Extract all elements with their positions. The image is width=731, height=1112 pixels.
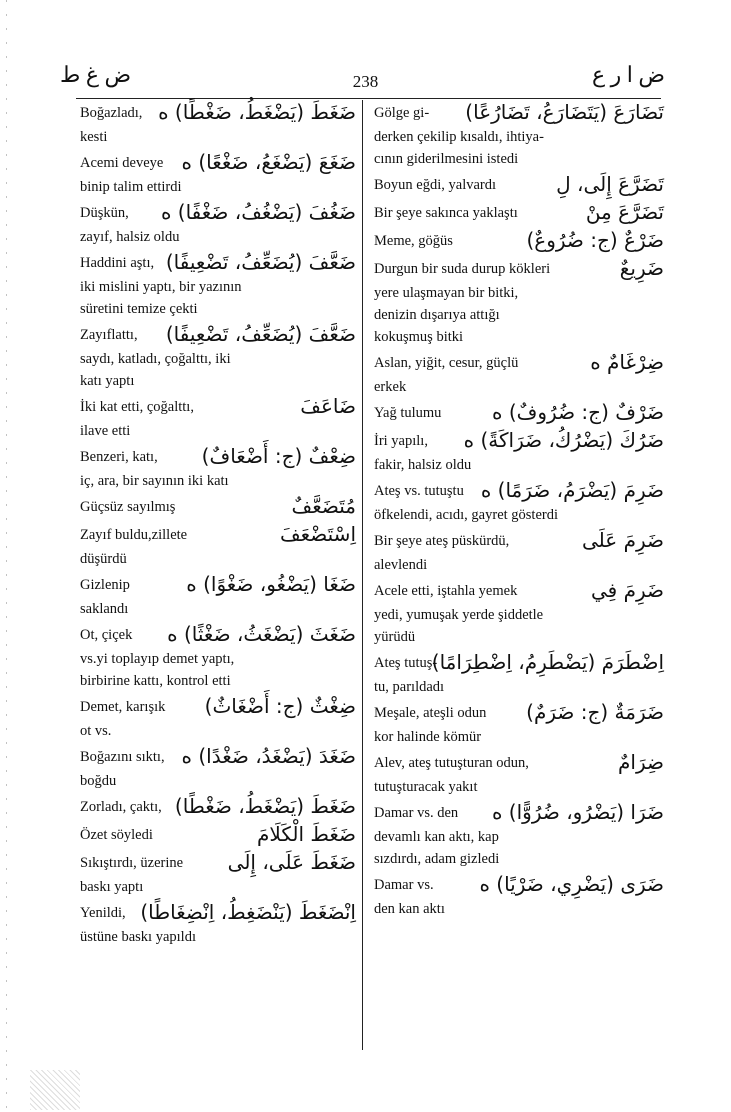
entry-definition: Acele etti, iştahla yemek [374, 583, 518, 599]
dictionary-entry [374, 428, 664, 476]
entry-definition-continued: süretini temize çekti [80, 301, 198, 317]
entry-arabic-headword: اِسْتَضْعَفَ [279, 522, 356, 546]
dictionary-entry [374, 650, 664, 698]
entry-arabic-headword: ضَغَطَ (يَضْغَطُ، ضَغْطًا) [174, 794, 356, 818]
dictionary-entry [80, 394, 356, 442]
entry-definition-continued: sızdırdı, adam gizledi [374, 851, 500, 867]
entry-definition-continued: alevlendi [374, 557, 428, 573]
entry-definition-continued: kokuşmuş bitki [374, 329, 464, 345]
right-column [374, 100, 664, 925]
entry-definition-continued: zayıf, halsiz oldu [80, 229, 180, 245]
entry-arabic-headword: ضَغَطَ (يَضْغَطُ، ضَغْطًا) ه [158, 100, 356, 124]
dictionary-entry [80, 822, 356, 848]
header-rule [76, 98, 661, 99]
entry-definition: Meşale, ateşli odun [374, 705, 487, 721]
entry-arabic-headword: ضَرِمَ (يَضْرَمُ، ضَرَمًا) ه [480, 478, 664, 502]
dictionary-entry [80, 744, 356, 792]
dictionary-entry [374, 800, 664, 870]
entry-arabic-headword: ضَغَا (يَضْغُو، ضَغْوًا) ه [186, 572, 356, 596]
entry-arabic-headword: ضَغُفَ (يَضْغُفُ، ضَغْفًا) ه [160, 200, 356, 224]
entry-definition-continued: yere ulaşmayan bir bitki, [374, 285, 519, 301]
dictionary-entry [374, 256, 664, 348]
entry-arabic-headword: ضِغْثٌ (ج: أَضْغَاثٌ) [204, 694, 356, 718]
entry-definition: Boyun eğdi, yalvardı [374, 177, 497, 193]
entry-definition: Aslan, yiğit, cesur, güçlü [374, 355, 519, 371]
entry-definition-continued: vs.yi toplayıp demet yaptı, [80, 651, 235, 667]
dictionary-entry [374, 700, 664, 748]
entry-definition: Gizlenip [80, 577, 130, 593]
entry-definition-continued: üstüne baskı yapıldı [80, 929, 196, 945]
entry-definition-continued: cının giderilmesini istedi [374, 151, 519, 167]
entry-arabic-headword: ضَرُكَ (يَضْرُكُ، ضَرَاكَةً) ه [463, 428, 664, 452]
entry-definition-continued: katı yaptı [80, 373, 135, 389]
entry-definition: Bir şeye sakınca yaklaştı [374, 205, 518, 221]
entry-arabic-headword: ضَرِيعٌ [619, 256, 664, 280]
entry-definition-continued: iki mislini yaptı, bir yazının [80, 279, 242, 295]
entry-arabic-headword: ضِرَامٌ [618, 750, 664, 774]
entry-definition: Zorladı, çaktı, [80, 799, 162, 815]
entry-arabic-headword: ضَغَعَ (يَضْغَعُ، ضَغْعًا) ه [181, 150, 356, 174]
entry-definition: Gölge gi- [374, 105, 430, 121]
entry-definition: Meme, göğüs [374, 233, 453, 249]
dictionary-entry [80, 622, 356, 692]
dictionary-entry [80, 444, 356, 492]
entry-arabic-headword: ضِرْغَامٌ ه [590, 350, 664, 374]
entry-definition-continued: tutuşturacak yakıt [374, 779, 478, 795]
entry-arabic-headword: ضَرَا (يَضْرُو، ضُرُوًّا) ه [491, 800, 664, 824]
entry-arabic-headword: ضَغَدَ (يَضْغَدُ، ضَغْدًا) ه [181, 744, 356, 768]
dictionary-entry [374, 528, 664, 576]
dictionary-entry [80, 250, 356, 320]
entry-definition: Demet, karışık [80, 699, 166, 715]
entry-definition: Ateş vs. tutuştu [374, 483, 464, 499]
dictionary-entry [374, 100, 664, 170]
dictionary-entry [80, 794, 356, 820]
entry-definition-continued: den kan aktı [374, 901, 445, 917]
dictionary-entry [374, 750, 664, 798]
dictionary-entry [374, 200, 664, 226]
dictionary-entry [374, 872, 664, 920]
entry-definition: Benzeri, katı, [80, 449, 158, 465]
entry-arabic-headword: تَضَرَّعَ مِنْ [585, 200, 664, 224]
dictionary-entry [80, 850, 356, 898]
entry-definition: Acemi deveye [80, 155, 164, 171]
entry-arabic-headword: ضَرِمَ فِي [591, 578, 664, 602]
entry-definition-continued: saydı, katladı, çoğalttı, iki [80, 351, 231, 367]
dictionary-entry [80, 572, 356, 620]
dictionary-entry [80, 150, 356, 198]
entry-arabic-headword: ضَغَطَ عَلَى، إِلَى [227, 850, 356, 874]
dictionary-entry [374, 400, 664, 426]
dictionary-entry [374, 228, 664, 254]
header-left-letters: ض غ ط [60, 62, 132, 87]
entry-arabic-headword: ضَرَمَةٌ (ج: ضَرَمٌ) [526, 700, 664, 724]
entry-definition-continued: kor halinde kömür [374, 729, 482, 745]
entry-definition: Özet söyledi [80, 827, 153, 843]
entry-definition-continued: düşürdü [80, 551, 127, 567]
entry-definition-continued: ot vs. [80, 723, 112, 739]
entry-arabic-headword: ضَاعَفَ [300, 394, 356, 418]
entry-definition: Haddini aştı, [80, 255, 155, 271]
entry-definition-continued: iç, ara, bir sayının iki katı [80, 473, 229, 489]
scan-margin-specks [6, 0, 7, 1112]
entry-definition: Ateş tutuş- [374, 655, 438, 671]
entry-definition-continued: binip talim ettirdi [80, 179, 182, 195]
entry-definition-continued: öfkelendi, acıdı, gayret gösterdi [374, 507, 559, 523]
entry-definition-continued: saklandı [80, 601, 129, 617]
dictionary-entry [374, 172, 664, 198]
entry-arabic-headword: ضَرْفٌ (ج: ضُرُوفٌ) ه [492, 400, 664, 424]
entry-arabic-headword: ضَعَّفَ (يُضَعِّفُ، تَضْعِيفًا) [165, 250, 356, 274]
entry-arabic-headword: ضَعَّفَ (يُضَعِّفُ، تَضْعِيفًا) [165, 322, 356, 346]
page-number: 238 [352, 72, 379, 91]
entry-arabic-headword: اِنْضَغَطَ (يَنْضَغِطُ، اِنْضِغَاطًا) [140, 900, 356, 924]
dictionary-entry [374, 350, 664, 398]
dictionary-entry [374, 478, 664, 526]
entry-definition: Ot, çiçek [80, 627, 133, 643]
entry-definition: Sıkıştırdı, üzerine [80, 855, 184, 871]
left-column [80, 100, 356, 953]
entry-definition: Boğazını sıktı, [80, 749, 165, 765]
entry-definition-continued: yedi, yumuşak yerde şiddetle [374, 607, 544, 623]
entry-definition: Alev, ateş tutuşturan odun, [374, 755, 529, 771]
entry-definition-continued: fakir, halsiz oldu [374, 457, 472, 473]
entry-definition-continued: devamlı kan aktı, kap [374, 829, 499, 845]
dictionary-entry [80, 494, 356, 520]
entry-arabic-headword: ضَرْعٌ (ج: ضُرُوعٌ) [526, 228, 664, 252]
entry-definition: Durgun bir suda durup kökleri [374, 261, 551, 277]
entry-definition-continued: birbirine kattı, kontrol etti [80, 673, 231, 689]
entry-definition: Damar vs. den [374, 805, 459, 821]
column-divider [362, 100, 363, 1050]
entry-definition-continued: kesti [80, 129, 108, 145]
entry-arabic-headword: مُتَضَعَّفٌ [291, 494, 356, 518]
entry-definition: Boğazladı, [80, 105, 143, 121]
entry-definition-continued: erkek [374, 379, 407, 395]
entry-definition: Damar vs. [374, 877, 434, 893]
dictionary-entry [80, 522, 356, 570]
dictionary-entry [374, 578, 664, 648]
dictionary-entry [80, 100, 356, 148]
entry-definition: İki kat etti, çoğalttı, [80, 399, 194, 415]
entry-definition: Bir şeye ateş püskürdü, [374, 533, 510, 549]
dictionary-entry [80, 900, 356, 948]
entry-arabic-headword: اِضْطَرَمَ (يَضْطَرِمُ، اِضْطِرَامًا) [431, 650, 664, 674]
entry-definition: Güçsüz sayılmış [80, 499, 176, 515]
dictionary-entry [80, 694, 356, 742]
entry-arabic-headword: تَضَارَعَ (يَتَضَارَعُ، تَضَارُعًا) [465, 100, 664, 124]
entry-definition-continued: derken çekilip kısaldı, ihtiya- [374, 129, 544, 145]
entry-definition-continued: ilave etti [80, 423, 131, 439]
entry-definition: İri yapılı, [374, 433, 428, 449]
entry-definition-continued: tu, parıldadı [374, 679, 445, 695]
entry-arabic-headword: ضَرِمَ عَلَى [582, 528, 664, 552]
entry-definition-continued: denizin dışarıya attığı [374, 307, 500, 323]
entry-definition-continued: baskı yaptı [80, 879, 144, 895]
entry-definition-continued: yürüdü [374, 629, 416, 645]
entry-definition-continued: boğdu [80, 773, 117, 789]
entry-definition: Zayıflattı, [80, 327, 138, 343]
entry-arabic-headword: تَضَرَّعَ إِلَى، لِ [556, 172, 664, 196]
entry-definition: Yağ tulumu [374, 405, 442, 421]
header-right-letters: ض ا ر ع [592, 62, 665, 87]
entry-arabic-headword: ضَغَطَ الْكَلَامَ [257, 822, 356, 846]
dictionary-entry [80, 200, 356, 248]
scan-corner-artifact [30, 1070, 80, 1110]
entry-arabic-headword: ضَرَى (يَضْرِي، ضَرْيًا) ه [479, 872, 664, 896]
entry-definition: Düşkün, [80, 205, 129, 221]
dictionary-entry [80, 322, 356, 392]
entry-definition: Yenildi, [80, 905, 126, 921]
entry-arabic-headword: ضِعْفٌ (ج: أَضْعَافٌ) [201, 444, 356, 468]
entry-arabic-headword: ضَغَثَ (يَضْغَثُ، ضَغْثًا) ه [167, 622, 356, 646]
entry-definition: Zayıf buldu,zillete [80, 527, 188, 543]
